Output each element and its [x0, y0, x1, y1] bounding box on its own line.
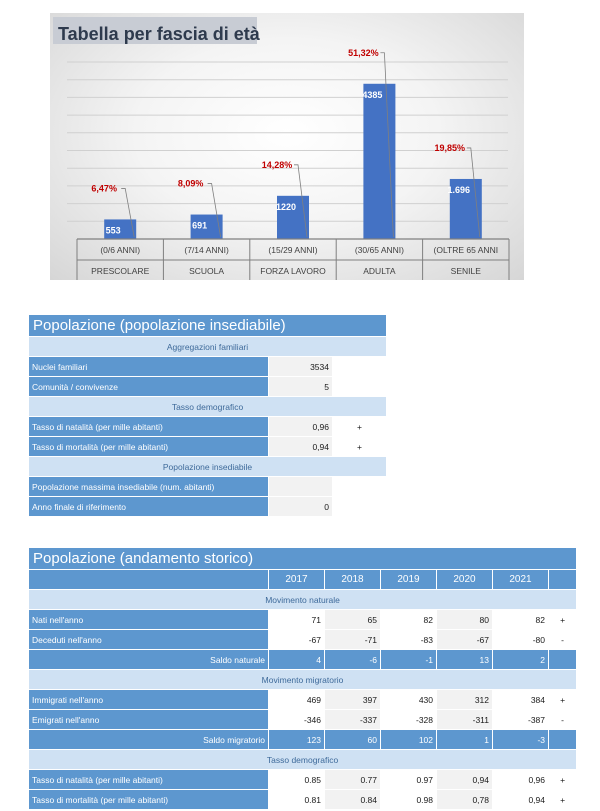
year-header: 2018 — [325, 570, 381, 590]
x-tick-group: SCUOLA — [189, 266, 225, 276]
row-value: 0.81 — [269, 790, 325, 810]
section-header-row — [29, 337, 387, 357]
summary-row — [29, 730, 577, 750]
summary-value: 102 — [381, 730, 437, 750]
row-value: -83 — [381, 630, 437, 650]
table-title: Popolazione (andamento storico) — [29, 548, 577, 570]
row-label: Comunità / convivenze — [29, 377, 269, 397]
row-sign: - — [549, 630, 577, 650]
row-label: Tasso di mortalità (per mille abitanti) — [29, 790, 269, 810]
summary-value: 13 — [437, 650, 493, 670]
table-row — [29, 497, 387, 517]
summary-row — [29, 650, 577, 670]
table-row — [29, 357, 387, 377]
row-value: 0,78 — [437, 790, 493, 810]
row-value: 384 — [493, 690, 549, 710]
row-value: 0,96 — [269, 417, 333, 437]
row-label: Nati nell'anno — [29, 610, 269, 630]
year-header-blank — [29, 570, 269, 590]
age-bracket-chart — [50, 13, 524, 280]
row-label: Nuclei familiari — [29, 357, 269, 377]
row-value: 5 — [269, 377, 333, 397]
section-header: Movimento migratorio — [29, 670, 577, 690]
row-label: Deceduti nell'anno — [29, 630, 269, 650]
bar-percent-label: 8,09% — [177, 178, 204, 189]
bar-percent-label: 51,32% — [348, 47, 379, 58]
summary-value: -3 — [493, 730, 549, 750]
row-sign: + — [549, 770, 577, 790]
historical-table — [28, 547, 577, 810]
year-header: 2020 — [437, 570, 493, 590]
row-label: Anno finale di riferimento — [29, 497, 269, 517]
section-header-row — [29, 590, 577, 610]
summary-value: 4 — [269, 650, 325, 670]
bar-value-label: 1220 — [275, 201, 297, 212]
row-sign — [333, 477, 387, 497]
x-tick-range: (7/14 ANNI) — [184, 245, 229, 255]
row-value: 0.84 — [325, 790, 381, 810]
section-header-row — [29, 750, 577, 770]
row-value: 0 — [269, 497, 333, 517]
section-header: Movimento naturale — [29, 590, 577, 610]
bar-percent-label: 6,47% — [91, 183, 117, 194]
row-value: 469 — [269, 690, 325, 710]
bar-value-label: 1.696 — [447, 184, 471, 195]
summary-value: -1 — [381, 650, 437, 670]
row-value: 65 — [325, 610, 381, 630]
row-value: 0.77 — [325, 770, 381, 790]
row-sign — [333, 497, 387, 517]
summary-value: 60 — [325, 730, 381, 750]
bar-value-label: 553 — [105, 225, 121, 236]
row-value: 0.85 — [269, 770, 325, 790]
x-tick-range: (0/6 ANNI) — [100, 245, 141, 255]
bar — [363, 84, 395, 239]
summary-label: Saldo migratorio — [29, 730, 269, 750]
year-header-row — [29, 570, 577, 590]
row-value: 0.97 — [381, 770, 437, 790]
x-tick-group: ADULTA — [363, 266, 396, 276]
section-header: Popolazione insediabile — [29, 457, 387, 477]
row-label: Tasso di natalità (per mille abitanti) — [29, 417, 269, 437]
summary-value: 1 — [437, 730, 493, 750]
bar-value-label: 691 — [192, 220, 208, 231]
summary-label: Saldo naturale — [29, 650, 269, 670]
table-row — [29, 770, 577, 790]
row-value: 0,96 — [493, 770, 549, 790]
row-value: -337 — [325, 710, 381, 730]
section-header: Aggregazioni familiari — [29, 337, 387, 357]
table-row — [29, 437, 387, 457]
year-header-blank — [549, 570, 577, 590]
table-title-row — [29, 548, 577, 570]
row-sign: + — [333, 417, 387, 437]
x-tick-group: FORZA LAVORO — [260, 266, 326, 276]
x-tick-range: (30/65 ANNI) — [354, 245, 404, 255]
year-header: 2019 — [381, 570, 437, 590]
row-value: -67 — [269, 630, 325, 650]
table-row — [29, 610, 577, 630]
summary-blank — [549, 730, 577, 750]
row-value: 82 — [493, 610, 549, 630]
section-header-row — [29, 457, 387, 477]
row-value: -328 — [381, 710, 437, 730]
row-sign — [333, 377, 387, 397]
row-value: -387 — [493, 710, 549, 730]
row-value: -67 — [437, 630, 493, 650]
x-tick-group: PRESCOLARE — [91, 266, 150, 276]
table-title: Popolazione (popolazione insediabile) — [29, 315, 387, 337]
bar-value-label: 4385 — [362, 89, 383, 100]
row-value: -311 — [437, 710, 493, 730]
row-sign: + — [549, 690, 577, 710]
row-value: -346 — [269, 710, 325, 730]
bar-percent-label: 19,85% — [434, 142, 466, 153]
year-header: 2021 — [493, 570, 549, 590]
x-tick-group: SENILE — [450, 266, 481, 276]
table-row — [29, 377, 387, 397]
row-label: Emigrati nell'anno — [29, 710, 269, 730]
section-header-row — [29, 397, 387, 417]
row-value: 71 — [269, 610, 325, 630]
table-row — [29, 710, 577, 730]
bar-percent-label: 14,28% — [261, 159, 293, 170]
row-label: Immigrati nell'anno — [29, 690, 269, 710]
summary-value: -6 — [325, 650, 381, 670]
table-row — [29, 630, 577, 650]
row-value: 0,94 — [269, 437, 333, 457]
table-row — [29, 790, 577, 810]
row-value: 3534 — [269, 357, 333, 377]
section-header-row — [29, 670, 577, 690]
row-label: Tasso di mortalità (per mille abitanti) — [29, 437, 269, 457]
row-value: -80 — [493, 630, 549, 650]
summary-value: 123 — [269, 730, 325, 750]
row-value: 312 — [437, 690, 493, 710]
row-sign: - — [549, 710, 577, 730]
row-value: 430 — [381, 690, 437, 710]
row-sign: + — [549, 790, 577, 810]
summary-blank — [549, 650, 577, 670]
row-sign — [333, 357, 387, 377]
summary-value: 2 — [493, 650, 549, 670]
row-value: 0.98 — [381, 790, 437, 810]
row-sign: + — [549, 610, 577, 630]
row-value: -71 — [325, 630, 381, 650]
row-value: 0,94 — [493, 790, 549, 810]
chart-plot — [50, 13, 524, 280]
row-label: Tasso di natalità (per mille abitanti) — [29, 770, 269, 790]
row-value: 0,94 — [437, 770, 493, 790]
table-row — [29, 417, 387, 437]
row-value — [269, 477, 333, 497]
table-row — [29, 690, 577, 710]
year-header: 2017 — [269, 570, 325, 590]
row-label: Popolazione massima insediabile (num. abitanti) — [29, 477, 269, 497]
row-value: 82 — [381, 610, 437, 630]
row-sign: + — [333, 437, 387, 457]
section-header: Tasso demografico — [29, 397, 387, 417]
x-tick-range: (15/29 ANNI) — [268, 245, 318, 255]
chart-title: Tabella per fascia di età — [58, 24, 260, 44]
row-value: 397 — [325, 690, 381, 710]
table-title-row — [29, 315, 387, 337]
x-tick-range: (OLTRE 65 ANNI — [433, 245, 499, 255]
insediabile-table — [28, 314, 387, 517]
table-row — [29, 477, 387, 497]
section-header: Tasso demografico — [29, 750, 577, 770]
row-value: 80 — [437, 610, 493, 630]
